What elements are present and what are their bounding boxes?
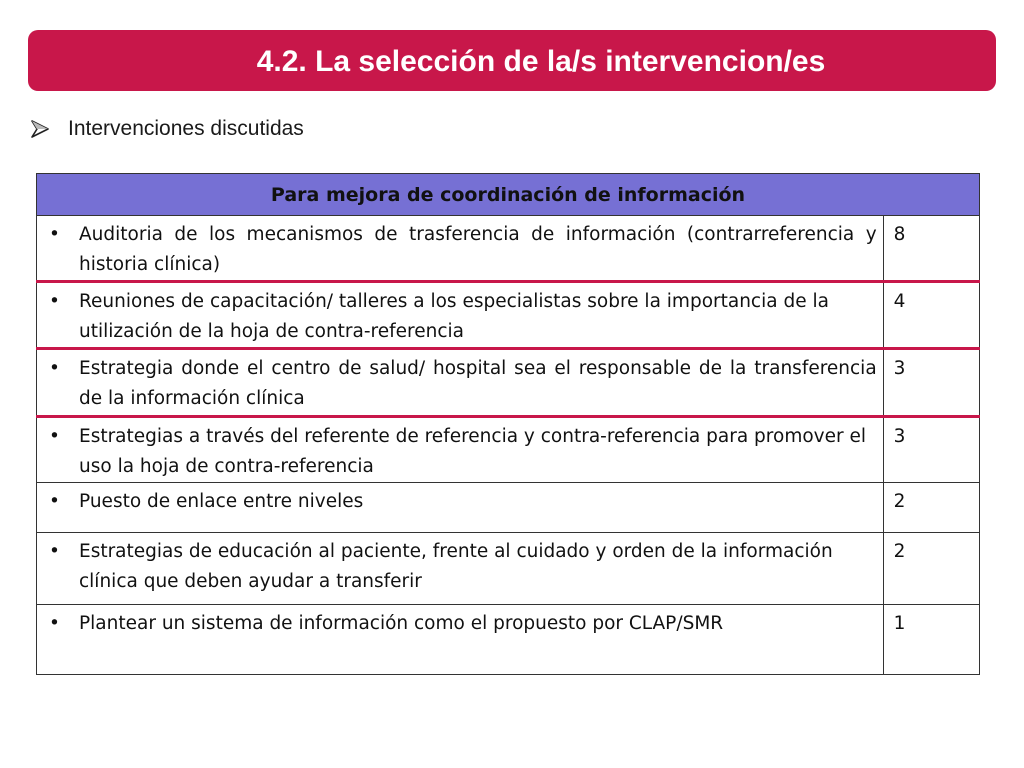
- vote-count: 1: [883, 605, 979, 675]
- intervention-text: Estrategia donde el centro de salud/ hospital sea el responsable de la transferencia de la información clínica: [79, 358, 877, 409]
- table-header: Para mejora de coordinación de información: [37, 174, 980, 216]
- intervention-text: Estrategias a través del referente de referencia y contra-referencia para promover el uso la hoja de contra-referencia: [79, 426, 866, 477]
- bullet-icon: •: [49, 613, 60, 634]
- vote-count: 2: [883, 483, 979, 533]
- bullet-icon: •: [49, 358, 60, 379]
- interventions-table: [36, 173, 980, 675]
- intervention-text: Reuniones de capacitación/ talleres a los especialistas sobre la importancia de la utilización de la hoja de contra-referencia: [79, 291, 829, 342]
- table-row: [37, 216, 980, 282]
- intervention-cell: [37, 533, 884, 605]
- table-row: [37, 349, 980, 417]
- table-header-row: [37, 174, 980, 216]
- table-row: [37, 282, 980, 349]
- subheading: [30, 114, 304, 144]
- vote-count: 4: [883, 282, 979, 349]
- intervention-cell: [37, 282, 884, 349]
- intervention-text: Estrategias de educación al paciente, frente al cuidado y orden de la información clínica que deben ayudar a transferir: [79, 541, 833, 592]
- vote-count: 8: [883, 216, 979, 282]
- subheading-label: Intervenciones discutidas: [68, 117, 304, 140]
- bullet-icon: •: [49, 224, 60, 245]
- vote-count: 3: [883, 417, 979, 483]
- vote-count: 2: [883, 533, 979, 605]
- table-row: [37, 533, 980, 605]
- bullet-icon: •: [49, 291, 60, 312]
- slide-title: 4.2. La selección de la/s intervencion/es: [256, 45, 826, 78]
- bullet-icon: •: [49, 541, 60, 562]
- intervention-text: Plantear un sistema de información como el propuesto por CLAP/SMR: [79, 613, 724, 634]
- vote-count: 3: [883, 349, 979, 417]
- arrow-bullet-icon: [30, 119, 50, 139]
- intervention-cell: [37, 605, 884, 675]
- intervention-cell: [37, 349, 884, 417]
- bullet-icon: •: [49, 491, 60, 512]
- table-row: [37, 483, 980, 533]
- table-row: [37, 605, 980, 675]
- table-row: [37, 417, 980, 483]
- intervention-cell: [37, 483, 884, 533]
- intervention-cell: [37, 417, 884, 483]
- bullet-icon: •: [49, 426, 60, 447]
- intervention-cell: [37, 216, 884, 282]
- intervention-text: Auditoria de los mecanismos de trasferencia de información (contrarreferencia y historia clínica): [79, 224, 877, 275]
- title-banner: [28, 30, 996, 91]
- intervention-text: Puesto de enlace entre niveles: [79, 491, 364, 512]
